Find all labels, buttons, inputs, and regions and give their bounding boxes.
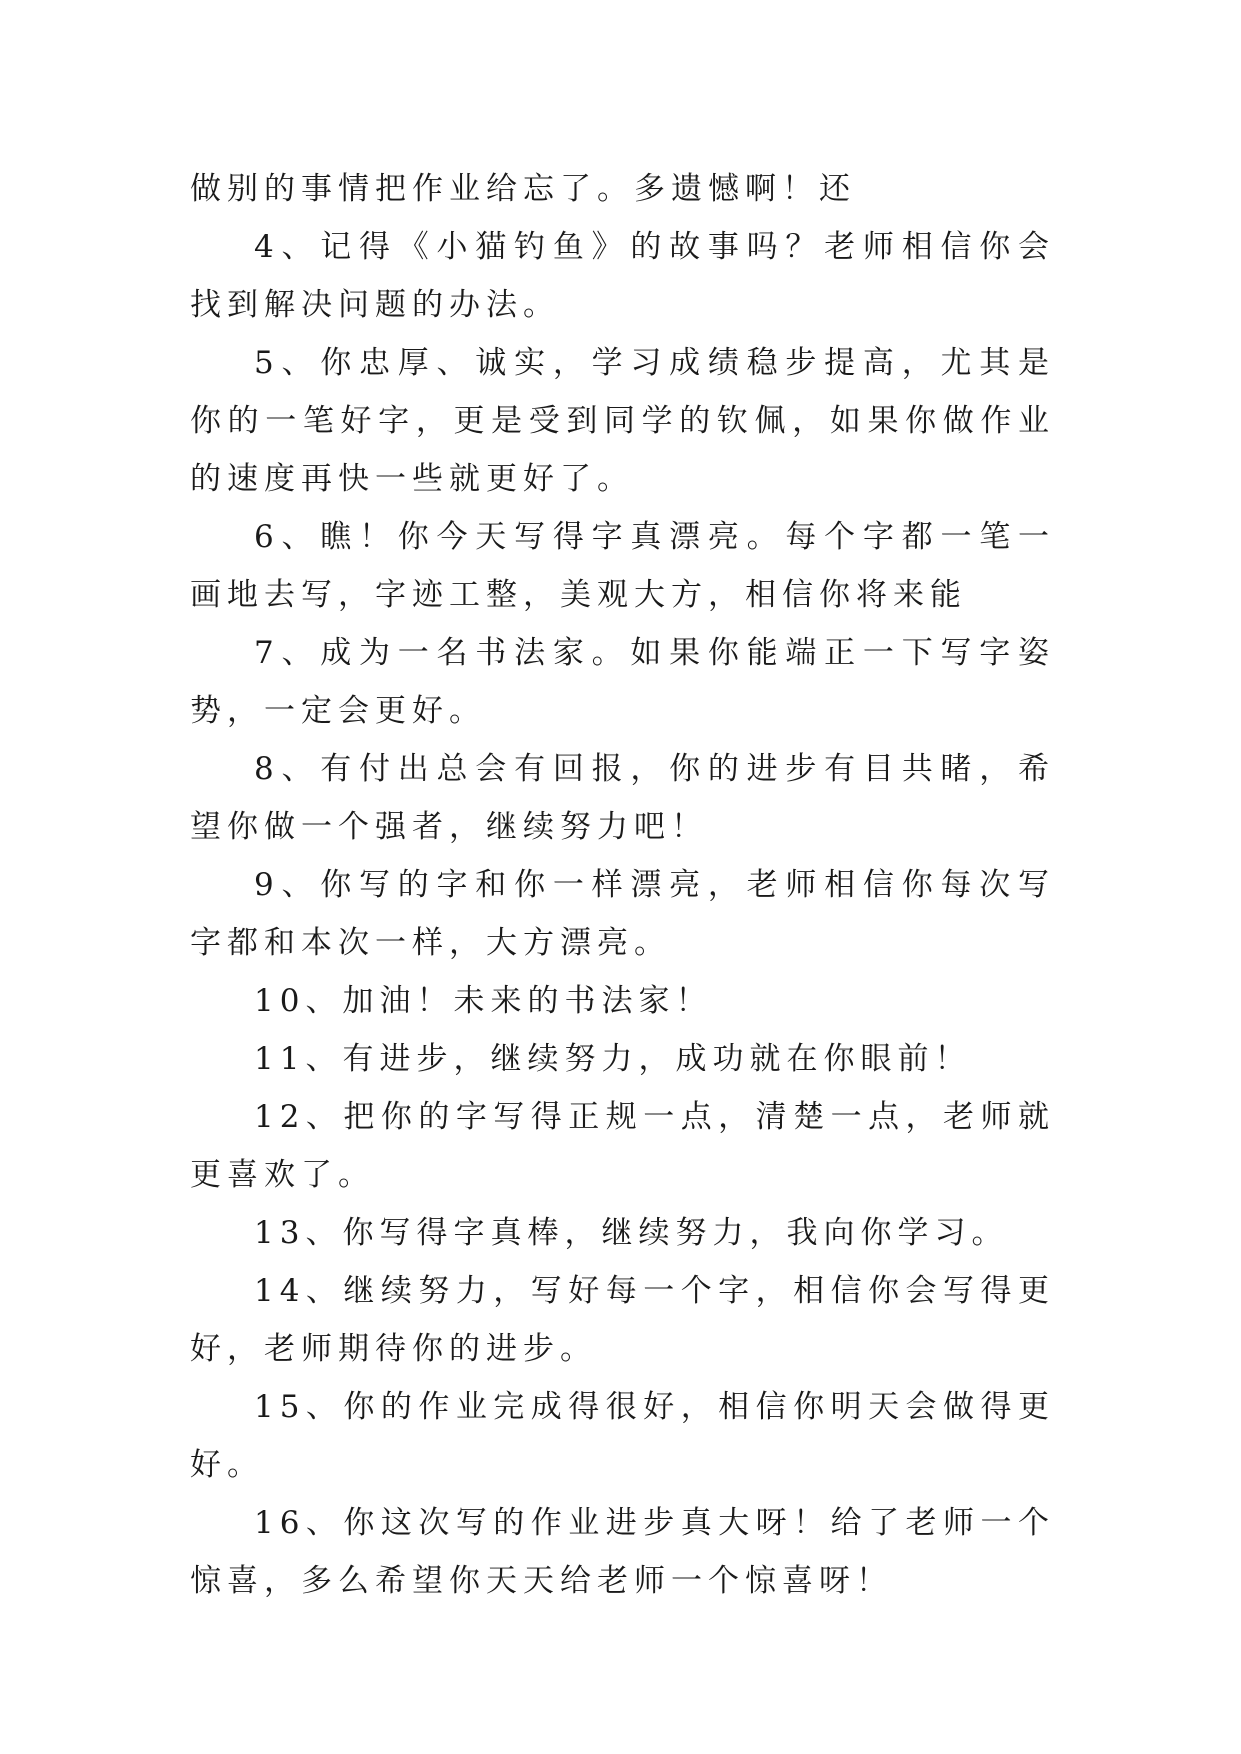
paragraph-5: 5、你忠厚、诚实，学习成绩稳步提高，尤其是你的一笔好字，更是受到同学的钦佩，如果你做作业的速度再快一些就更好了。 bbox=[190, 345, 1055, 497]
paragraph-9: 9、你写的字和你一样漂亮，老师相信你每次写字都和本次一样，大方漂亮。 bbox=[190, 867, 1055, 961]
paragraph-11: 11、有进步，继续努力，成功就在你眼前！ bbox=[254, 1041, 972, 1077]
paragraph-8: 8、有付出总会有回报，你的进步有目共睹，希望你做一个强者，继续努力吧！ bbox=[190, 751, 1055, 845]
paragraph-10: 10、加油！未来的书法家！ bbox=[254, 983, 713, 1019]
paragraph-continuation: 做别的事情把作业给忘了。多遗憾啊！还 bbox=[190, 171, 856, 207]
paragraph-14: 14、继续努力，写好每一个字，相信你会写得更好，老师期待你的进步。 bbox=[190, 1273, 1055, 1367]
paragraph-7: 7、成为一名书法家。如果你能端正一下写字姿势，一定会更好。 bbox=[190, 635, 1055, 729]
paragraph-13: 13、你写得字真棒，继续努力，我向你学习。 bbox=[254, 1215, 1009, 1251]
paragraph-6: 6、瞧！你今天写得字真漂亮。每个字都一笔一画地去写，字迹工整，美观大方，相信你将来能 bbox=[190, 519, 1055, 613]
paragraph-4: 4、记得《小猫钓鱼》的故事吗？老师相信你会找到解决问题的办法。 bbox=[190, 229, 1055, 323]
paragraph-12: 12、把你的字写得正规一点，清楚一点，老师就更喜欢了。 bbox=[190, 1099, 1055, 1193]
paragraph-16: 16、你这次写的作业进步真大呀！给了老师一个惊喜，多么希望你天天给老师一个惊喜呀！ bbox=[190, 1505, 1055, 1599]
document-body bbox=[190, 160, 1055, 1610]
paragraph-15: 15、你的作业完成得很好，相信你明天会做得更好。 bbox=[190, 1389, 1055, 1483]
